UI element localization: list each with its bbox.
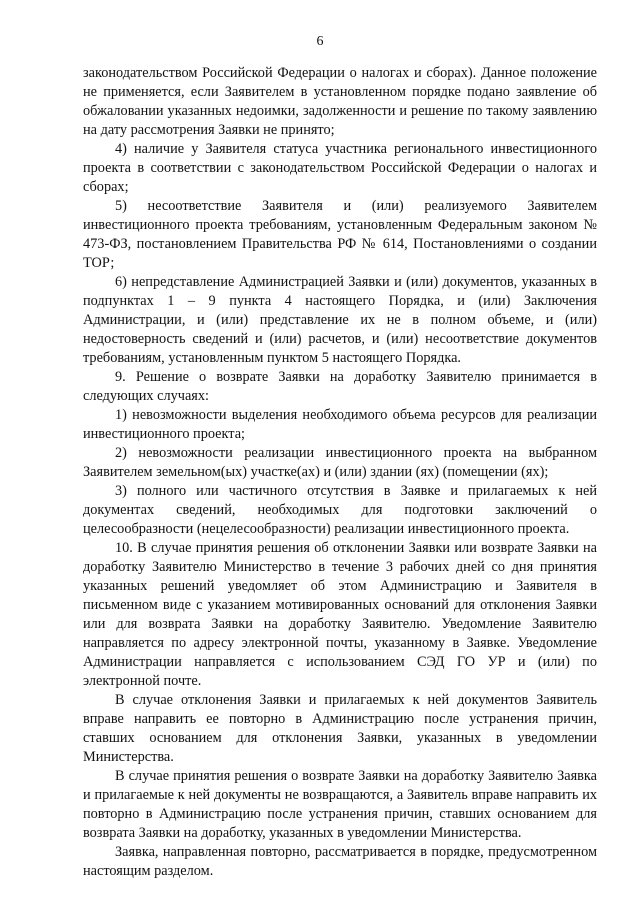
paragraph-item-5: 5) несоответствие Заявителя и (или) реализуемого Заявителем инвестиционного проекта требованиям, установленным Федеральным законом № 473-ФЗ, постановлением Правительства РФ № 614, Постановлениями о создании ТОР; [83, 198, 597, 271]
paragraph-item-4: 4) наличие у Заявителя статуса участника регионального инвестиционного проекта в соответствии с законодательством Российской Федерации о налогах и сборах; [83, 141, 597, 195]
paragraph-section-9-item-1: 1) невозможности выделения необходимого объема ресурсов для реализации инвестиционного проекта; [83, 407, 597, 442]
paragraph-section-9-item-2: 2) невозможности реализации инвестиционного проекта на выбранном Заявителем земельном(ых) участке(ах) и (или) здании (ях) (помещении (ях); [83, 445, 597, 480]
paragraph-resubmission: Заявка, направленная повторно, рассматривается в порядке, предусмотренном настоящим разделом. [83, 844, 597, 879]
paragraph-item-6: 6) непредставление Администрацией Заявки и (или) документов, указанных в подпунктах 1 – 9 пункта 4 настоящего Порядка, и (или) Заключения Администрации, и (или) представление их не в полном объеме, и (или) недостоверность сведений и (или) расчетов, и (или) несоответствие документов требованиям, установленным пунктом 5 настоящего Порядка. [83, 274, 597, 366]
paragraph-section-9-item-3: 3) полного или частичного отсутствия в Заявке и прилагаемых к ней документах сведений, необходимых для подготовки заключений о целесообразности (нецелесообразности) реализации инвестиционного проекта. [83, 483, 597, 537]
page-number: 6 [316, 34, 324, 49]
paragraph-continuation: законодательством Российской Федерации о налогах и сборах). Данное положение не применяется, если Заявителем в установленном порядке подано заявление об обжаловании указанных недоимки, задолженности и решение по такому заявлению на дату рассмотрения Заявки не принято; [83, 65, 597, 138]
paragraph-section-10: 10. В случае принятия решения об отклонении Заявки или возврате Заявки на доработку Заявителю Министерство в течение 3 рабочих дней со дня принятия указанных решений уведомляет об этом Администрацию и Заявителя в письменном виде с указанием мотивированных оснований для отклонения Заявки или для возврата Заявки на доработку Заявителю. Уведомление Заявителю направляется по адресу электронной почты, указанному в Заявке. Уведомление Администрации направляется с использованием СЭД ГО УР и (или) по электронной почте. [83, 540, 597, 689]
paragraph-return: В случае принятия решения о возврате Заявки на доработку Заявителю Заявка и прилагаемые к ней документы не возвращаются, а Заявитель вправе направить их повторно в Администрацию после устранения причин, ставших основанием для возврата Заявки на доработку, указанных в уведомлении Министерства. [83, 768, 597, 841]
document-body [83, 64, 597, 881]
paragraph-rejection: В случае отклонения Заявки и прилагаемых к ней документов Заявитель вправе направить ее повторно в Администрацию после устранения причин, ставших основанием для отклонения Заявки, указанных в уведомлении Министерства. [83, 692, 597, 765]
paragraph-section-9: 9. Решение о возврате Заявки на доработку Заявителю принимается в следующих случаях: [83, 369, 597, 404]
